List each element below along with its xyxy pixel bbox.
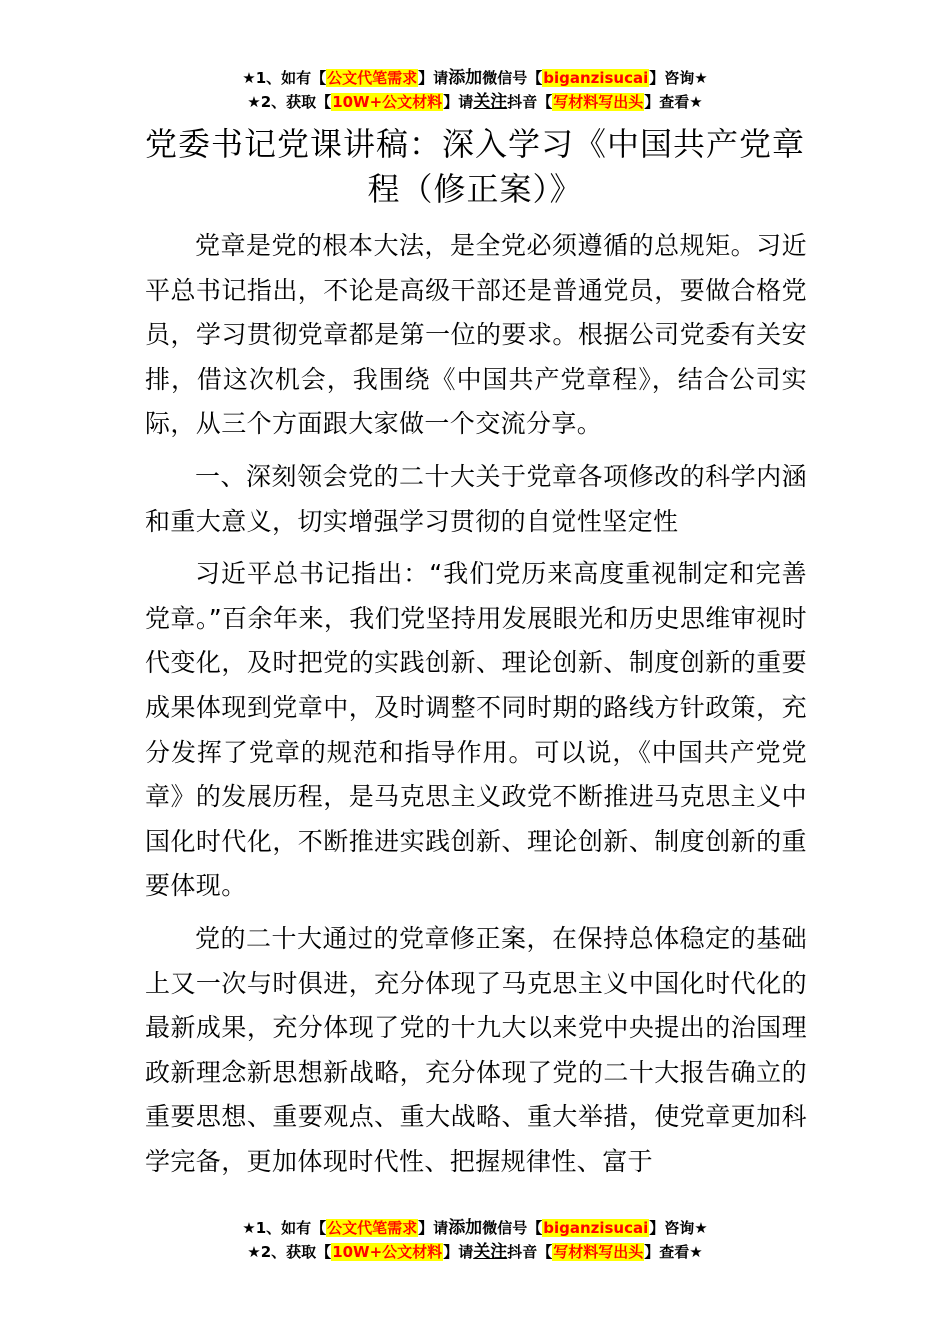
notice-highlight: 10W+公文材料 — [332, 93, 443, 111]
notice-highlight: 写材料写出头 — [553, 93, 644, 111]
paragraph: 习近平总书记指出：“我们党历来高度重视制定和完善党章。”百余年来，我们党坚持用发展眼光和历史思维审视时代变化，及时把党的实践创新、理论创新、制度创新的重要成果体现到党章中，及时调整不同时期的路线方针政策，充分发挥了党章的规范和指导作用。可以说，《中国共产党党章》的发展历程，是马克思主义政党不断推进马克思主义中国化时代化，不断推进实践创新、理论创新、制度创新的重要体现。 — [145, 559, 807, 901]
notice-emphasis: 添加 — [448, 68, 483, 88]
notice-highlight: 10W+公文材料 — [332, 1243, 443, 1261]
notice-line-2 — [0, 1240, 950, 1264]
notice-text: 】咨询★ — [649, 1219, 708, 1237]
notice-text: 】请 — [443, 93, 474, 111]
notice-text: ★2、获取【 — [247, 1243, 332, 1261]
notice-text: 】请 — [418, 1219, 449, 1237]
notice-text: ★1、如有【 — [242, 1219, 327, 1237]
notice-text: ★2、获取【 — [247, 93, 332, 111]
notice-line-1 — [0, 66, 950, 90]
paragraph: 党的二十大通过的党章修正案，在保持总体稳定的基础上又一次与时俱进，充分体现了马克思主义中国化时代化的最新成果，充分体现了党的十九大以来党中央提出的治国理政新理念新思想新战略，充分体现了党的二十大报告确立的重要思想、重要观点、重大战略、重大举措，使党章更加科学完备，更加体现时代性、把握规律性、富于 — [145, 923, 807, 1176]
section-heading-1: 一、深刻领会党的二十大关于党章各项修改的科学内涵和重大意义，切实增强学习贯彻的自觉性坚定性 — [145, 461, 807, 536]
notice-highlight: 公文代笔需求 — [327, 1219, 418, 1237]
notice-text: 】请 — [418, 69, 449, 87]
notice-text: 抖音【 — [507, 1243, 553, 1261]
notice-highlight: biganzisucai — [543, 1219, 649, 1237]
notice-emphasis: 添加 — [448, 1218, 483, 1238]
document-body — [145, 224, 807, 1192]
notice-line-2 — [0, 90, 950, 114]
document-title: 党委书记党课讲稿：深入学习《中国共产党章程（修正案）》 — [145, 125, 806, 208]
notice-text: 微信号【 — [482, 1219, 543, 1237]
notice-text: 抖音【 — [507, 93, 553, 111]
footer-notice — [0, 1216, 950, 1264]
notice-text: 】咨询★ — [649, 69, 708, 87]
paragraph-intro: 党章是党的根本大法，是全党必须遵循的总规矩。习近平总书记指出，不论是高级干部还是普通党员，要做合格党员，学习贯彻党章都是第一位的要求。根据公司党委有关安排，借这次机会，我围绕《中国共产党章程》，结合公司实际，从三个方面跟大家做一个交流分享。 — [145, 231, 807, 439]
notice-emphasis: 关注 — [473, 92, 508, 112]
notice-text: 】查看★ — [644, 1243, 703, 1261]
notice-text: 】查看★ — [644, 93, 703, 111]
notice-highlight: biganzisucai — [543, 69, 649, 87]
notice-highlight: 公文代笔需求 — [327, 69, 418, 87]
notice-line-1 — [0, 1216, 950, 1240]
notice-text: ★1、如有【 — [242, 69, 327, 87]
notice-text: 微信号【 — [482, 69, 543, 87]
notice-text: 】请 — [443, 1243, 474, 1261]
notice-emphasis: 关注 — [473, 1242, 508, 1262]
header-notice — [0, 66, 950, 114]
notice-highlight: 写材料写出头 — [553, 1243, 644, 1261]
